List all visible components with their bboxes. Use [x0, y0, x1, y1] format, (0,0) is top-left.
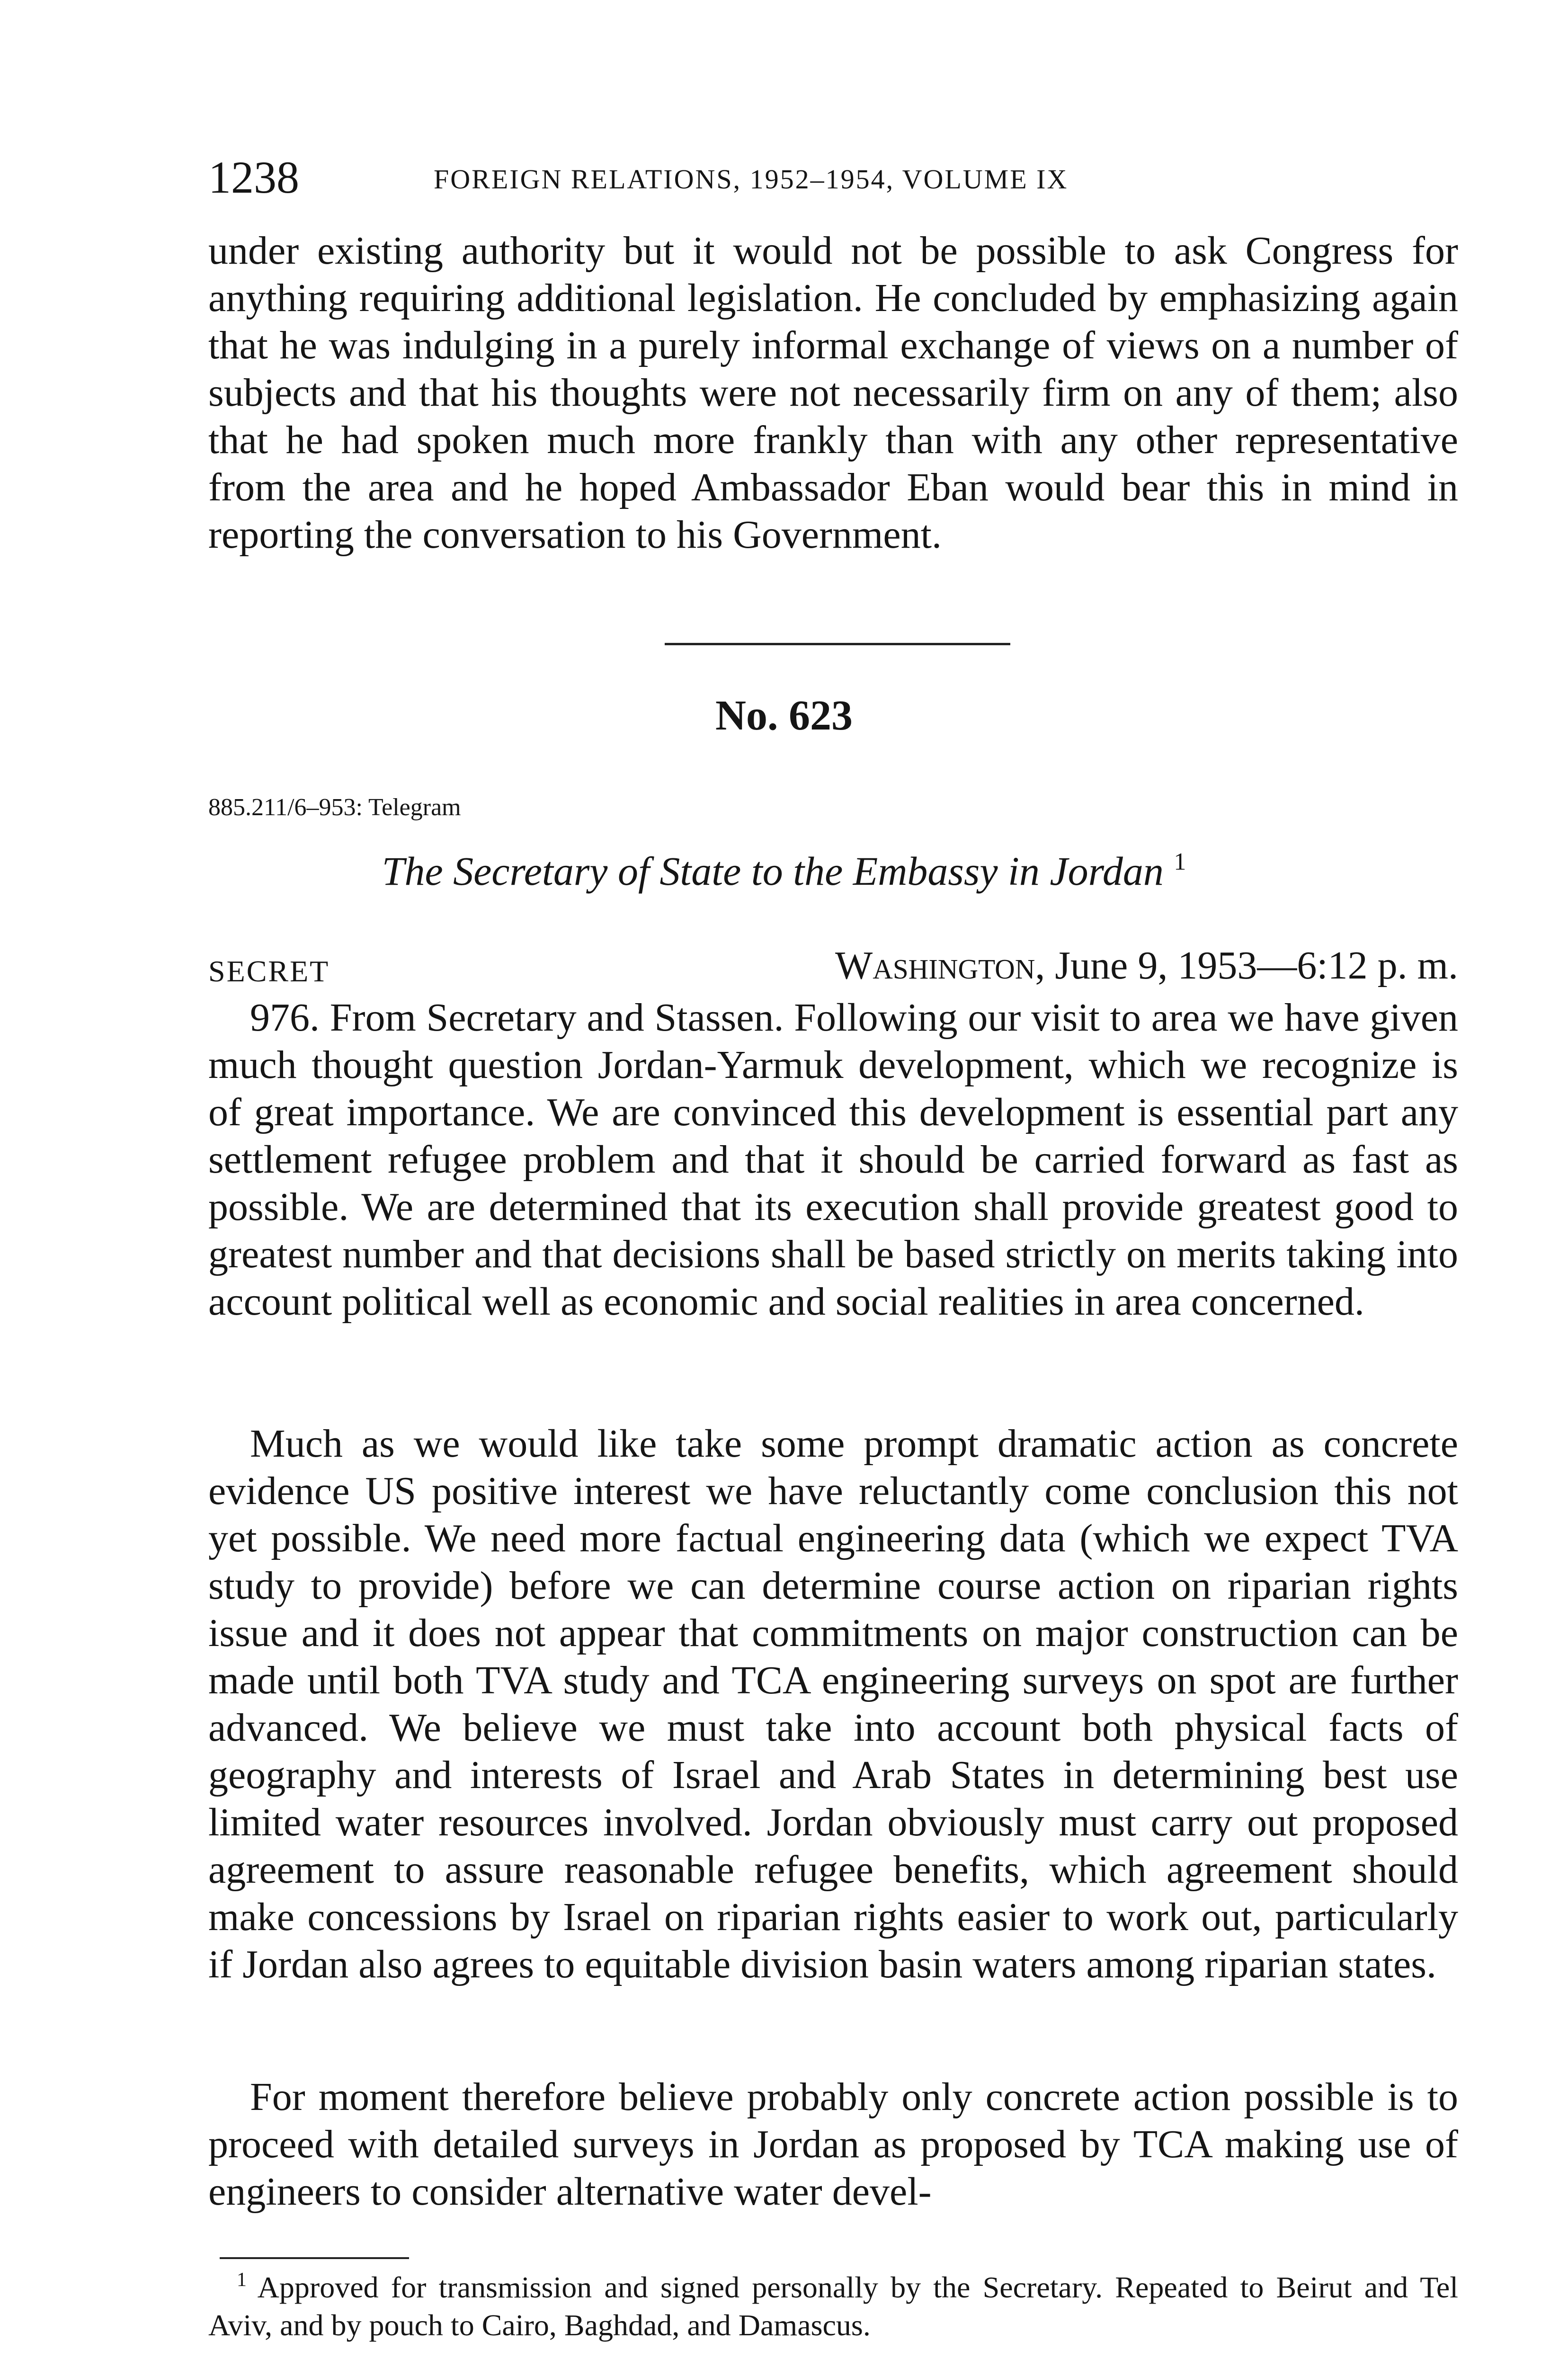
- document-number: No. 623: [715, 692, 853, 739]
- dateline-place: Washington,: [835, 943, 1045, 988]
- dateline: [835, 942, 1458, 989]
- document-title: [0, 847, 1568, 895]
- body-paragraph-1: 976. From Secretary and Stassen. Following our visit to area we have given much thought question Jordan-Yarmuk development, which we recognize is of great importance. We are convinced this development is essential part any settlement refugee problem and that it should be carried forward as fast as possible. We are determined that its execution shall provide greatest good to greatest number and that decisions shall be based strictly on merits taking into account political well as economic and social realities in area concerned.: [208, 996, 1458, 1324]
- section-divider: [665, 643, 1010, 645]
- footnote: [208, 2269, 1458, 2344]
- classification-label: SECRET: [208, 954, 330, 988]
- body-paragraph-3: For moment therefore believe probably only concrete action possible is to proceed with detailed surveys in Jordan as proposed by TCA making use of engineers to consider alternative water devel-: [208, 2075, 1458, 2214]
- running-head: [208, 151, 1458, 204]
- title-footnote-marker: 1: [1174, 848, 1186, 875]
- volume-title: FOREIGN RELATIONS, 1952–1954, VOLUME IX: [434, 164, 1069, 195]
- page-number: 1238: [208, 152, 299, 203]
- footnote-text: Approved for transmission and signed personally by the Secretary. Repeated to Beirut and Tel Aviv, and by pouch to Cairo, Baghdad, and Damascus.: [208, 2270, 1459, 2342]
- continued-paragraph: under existing authority but it would not be possible to ask Congress for anything requiring additional legislation. He concluded by emphasizing again that he was indulging in a purely informal exchange of views on a number of subjects and that his thoughts were not necessarily firm on any of them; also that he had spoken much more frankly than with any other representative from the area and he hoped Ambassador Eban would bear this in mind in reporting the conversation to his Government.: [208, 229, 1458, 557]
- file-reference: 885.211/6–953: Telegram: [208, 794, 461, 821]
- body-paragraph-2: Much as we would like take some prompt dramatic action as concrete evidence US positive interest we have reluctantly come conclusion this not yet possible. We need more factual engineering data (which we expect TVA study to provide) before we can determine course action on riparian rights issue and it does not appear that commitments on major construction can be made until both TVA study and TCA engineering surveys on spot are further advanced. We believe we must take into account both physical facts of geography and interests of Israel and Arab States in determining best use limited water resources involved. Jordan obviously must carry out proposed agreement to assure reasonable refugee benefits, which agreement should make concessions by Israel on riparian rights easier to work out, particularly if Jordan also agrees to equitable division basin waters among riparian states.: [208, 1422, 1458, 1986]
- document-title-text: The Secretary of State to the Embassy in Jordan: [382, 848, 1164, 894]
- footnote-rule: [220, 2257, 409, 2259]
- footnote-marker: 1: [237, 2269, 247, 2291]
- dateline-date: June 9, 1953—6:12 p. m.: [1055, 943, 1458, 988]
